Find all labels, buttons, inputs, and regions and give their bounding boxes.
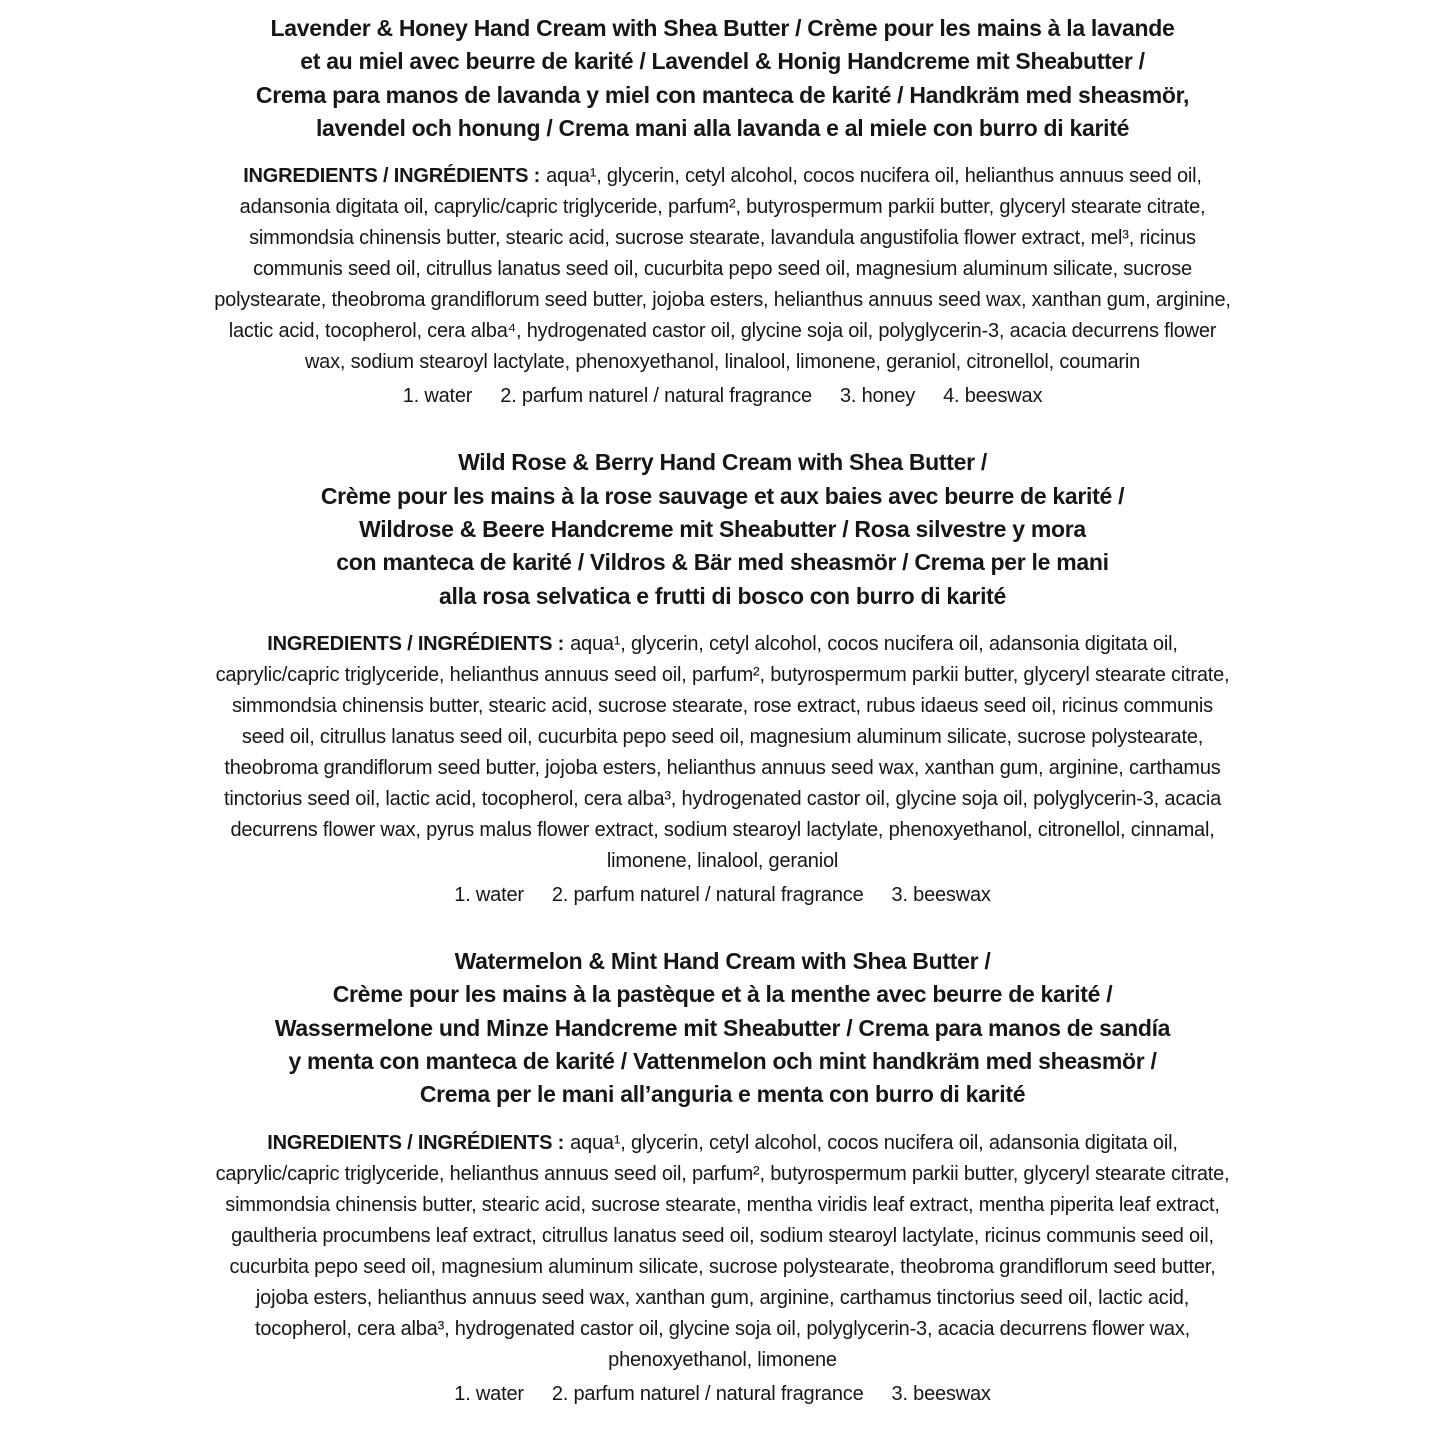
product-title-line: Crema para manos de lavanda y miel con manteca de karité / Handkräm med sheasmör,: [255, 81, 1190, 108]
footnote-item: 1. water: [454, 1382, 524, 1405]
product-title-line: Crema per le mani all’anguria e menta con burro di karité: [419, 1081, 1026, 1108]
ingredients-label: INGREDIENTS / INGRÉDIENTS :: [243, 165, 541, 188]
product-section: [193, 12, 1253, 412]
ingredients-paragraph: [213, 629, 1233, 877]
footnote-item: 2. parfum naturel / natural fragrance: [500, 385, 812, 408]
footnote-item: 2. parfum naturel / natural fragrance: [551, 884, 864, 907]
product-title-line: Wassermelone und Minze Handcreme mit Sheabutter / Crema para manos de sandía: [274, 1014, 1171, 1041]
product-title-line: Wildrose & Beere Handcreme mit Sheabutter / Rosa silvestre y mora: [359, 516, 1086, 543]
ingredients-paragraph: [213, 161, 1233, 378]
ingredients-text: aqua¹, glycerin, cetyl alcohol, cocos nucifera oil, adansonia digitata oil, caprylic/capric triglyceride, helianthus annuus seed oil, parfum², butyrospermum parkii butter, glyceryl stearate citrate, simmondsia chinensis butter, stearic acid, sucrose stearate, mentha viridis leaf extract, mentha piperita leaf extract, gaultheria procumbens leaf extract, citrullus lanatus seed oil, sodium stearoyl lactylate, ricinus communis seed oil, cucurbita pepo seed oil, magnesium aluminum silicate, sucrose polystearate, theobroma grandiflorum seed butter, jojoba esters, helianthus annuus seed wax, xanthan gum, arginine, carthamus tinctorius seed oil, lactic acid, tocopherol, cera alba³, hydrogenated castor oil, glycine soja oil, polyglycerin-3, acacia decurrens flower wax, phenoxyethanol, limonene: [215, 1131, 1230, 1371]
product-section: [193, 446, 1253, 911]
product-title-line: Watermelon & Mint Hand Cream with Shea Butter /: [454, 948, 991, 975]
footnote-item: 1. water: [402, 385, 473, 408]
footnotes-row: [193, 1379, 1253, 1410]
product-title-line: Wild Rose & Berry Hand Cream with Shea Butter /: [458, 449, 987, 476]
footnote-item: 2. parfum naturel / natural fragrance: [551, 1382, 864, 1405]
product-title-line: Crème pour les mains à la rose sauvage et aux baies avec beurre de karité /: [320, 482, 1125, 509]
product-title-line: alla rosa selvatica e frutti di bosco con burro di karité: [438, 582, 1007, 609]
ingredients-label: INGREDIENTS / INGRÉDIENTS :: [267, 1131, 565, 1154]
product-title: [193, 945, 1253, 1112]
product-section: [193, 945, 1253, 1410]
footnotes-row: [193, 880, 1253, 911]
product-title-line: con manteca de karité / Vildros & Bär med sheasmör / Crema per le mani: [336, 549, 1109, 576]
product-title-line: et au miel avec beurre de karité / Lavendel & Honig Handcreme mit Sheabutter /: [300, 48, 1145, 75]
footnote-item: 3. honey: [839, 385, 916, 408]
footnote-item: 4. beeswax: [943, 385, 1043, 408]
product-title-line: Crème pour les mains à la pastèque et à la menthe avec beurre de karité /: [332, 981, 1113, 1008]
footnote-item: 3. beeswax: [891, 1382, 991, 1405]
product-title-line: lavendel och honung / Crema mani alla lavanda e al miele con burro di karité: [315, 115, 1130, 142]
ingredients-label: INGREDIENTS / INGRÉDIENTS :: [267, 633, 565, 656]
footnote-item: 1. water: [454, 884, 524, 907]
product-title: [193, 12, 1253, 145]
footnotes-row: [193, 381, 1253, 412]
ingredients-text: aqua¹, glycerin, cetyl alcohol, cocos nucifera oil, adansonia digitata oil, caprylic/capric triglyceride, helianthus annuus seed oil, parfum², butyrospermum parkii butter, glyceryl stearate citrate, simmondsia chinensis butter, stearic acid, sucrose stearate, rose extract, rubus idaeus seed oil, ricinus communis seed oil, citrullus lanatus seed oil, cucurbita pepo seed oil, magnesium aluminum silicate, sucrose polystearate, theobroma grandiflorum seed butter, jojoba esters, helianthus annuus seed wax, xanthan gum, arginine, carthamus tinctorius seed oil, lactic acid, tocopherol, cera alba³, hydrogenated castor oil, glycine soja oil, polyglycerin-3, acacia decurrens flower wax, pyrus malus flower extract, sodium stearoyl lactylate, phenoxyethanol, citronellol, cinnamal, limonene, linalool, geraniol: [215, 633, 1230, 873]
ingredients-paragraph: [213, 1128, 1233, 1376]
ingredient-label-sheet: [193, 0, 1253, 1410]
product-title-line: Lavender & Honey Hand Cream with Shea Butter / Crème pour les mains à la lavande: [270, 15, 1175, 41]
ingredients-text: aqua¹, glycerin, cetyl alcohol, cocos nucifera oil, helianthus annuus seed oil, adansonia digitata oil, caprylic/capric triglyceride, parfum², butyrospermum parkii butter, glyceryl stearate citrate, simmondsia chinensis butter, stearic acid, sucrose stearate, lavandula angustifolia flower extract, mel³, ricinus communis seed oil, citrullus lanatus seed oil, cucurbita pepo seed oil, magnesium aluminum silicate, sucrose polystearate, theobroma grandiflorum seed butter, jojoba esters, helianthus annuus seed wax, xanthan gum, arginine, lactic acid, tocopherol, cera alba⁴, hydrogenated castor oil, glycine soja oil, polyglycerin-3, acacia decurrens flower wax, sodium stearoyl lactylate, phenoxyethanol, linalool, limonene, geraniol, citronellol, coumarin: [214, 165, 1231, 374]
product-title: [193, 446, 1253, 613]
product-title-line: y menta con manteca de karité / Vattenmelon och mint handkräm med sheasmör /: [288, 1048, 1157, 1075]
footnote-item: 3. beeswax: [891, 884, 991, 907]
